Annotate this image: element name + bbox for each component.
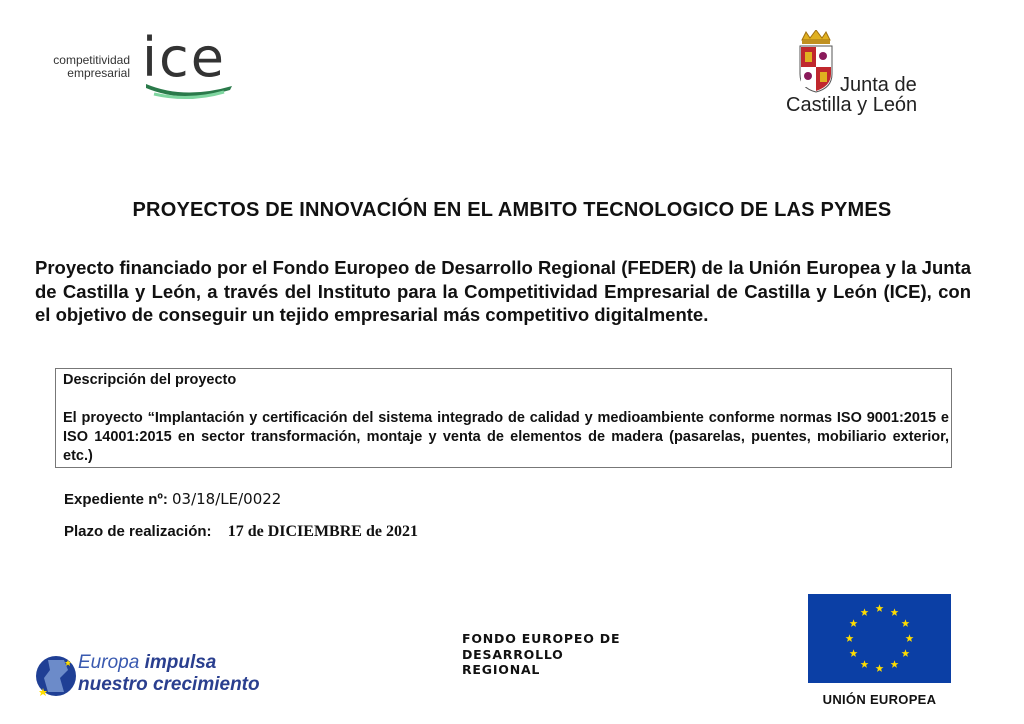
description-label: Descripción del proyecto bbox=[63, 372, 237, 388]
europa-line2: nuestro crecimiento bbox=[78, 674, 260, 695]
feder-line3: REGIONAL bbox=[462, 662, 541, 677]
expediente-label: Expediente nº: bbox=[64, 491, 168, 508]
expediente-value: 03/18/LE/0022 bbox=[172, 490, 282, 508]
ice-swoosh-icon bbox=[144, 80, 234, 102]
ice-logo-line2: empresarial bbox=[67, 66, 130, 80]
ice-logo bbox=[34, 28, 234, 108]
description-box bbox=[55, 368, 952, 468]
plazo-row bbox=[64, 523, 418, 541]
jcyl-logo-line2: Castilla y León bbox=[786, 94, 918, 116]
impulsa-word: impulsa bbox=[144, 652, 217, 673]
description-body: El proyecto “Implantación y certificación del sistema integrado de calidad y medioambiente conforme normas ISO 9001:2015 e ISO 14001:2015 en sector transformación, montaje y venta de elementos de madera (pasarelas, puentes, mobiliario exterior, etc.) bbox=[63, 410, 949, 464]
europa-word: Europa bbox=[78, 652, 140, 673]
jcyl-logo-line1: Junta de bbox=[840, 74, 917, 96]
europa-impulsa-logo bbox=[34, 646, 274, 706]
page-title: PROYECTOS DE INNOVACIÓN EN EL AMBITO TECNOLOGICO DE LAS PYMES bbox=[132, 199, 892, 221]
ice-logo-line1: competitividad bbox=[53, 53, 130, 67]
coat-of-arms-icon bbox=[796, 30, 836, 94]
jcyl-logo bbox=[784, 30, 934, 120]
feder-label bbox=[462, 631, 662, 678]
eu-label: UNIÓN EUROPEA bbox=[822, 692, 937, 707]
plazo-value: 17 de DICIEMBRE de 2021 bbox=[227, 523, 418, 540]
financing-paragraph: Proyecto financiado por el Fondo Europeo de Desarrollo Regional (FEDER) de la Unión Europea y la Junta de Castilla y León, a través del Instituto para la Competitividad Empresarial de Castilla y León (ICE), con el objetivo de conseguir un tejido empresarial más competitivo digitalmente. bbox=[35, 257, 971, 325]
ice-wordmark: ice bbox=[142, 26, 226, 89]
plazo-label: Plazo de realización: bbox=[64, 523, 212, 540]
feder-line2: DESARROLLO bbox=[462, 646, 564, 662]
expediente-row bbox=[64, 490, 281, 508]
eu-flag-icon bbox=[808, 594, 951, 683]
eu-circle-emblem-icon bbox=[34, 648, 78, 704]
europa-impulsa-text bbox=[78, 652, 260, 696]
feder-line1: FONDO EUROPEO DE bbox=[462, 631, 621, 646]
